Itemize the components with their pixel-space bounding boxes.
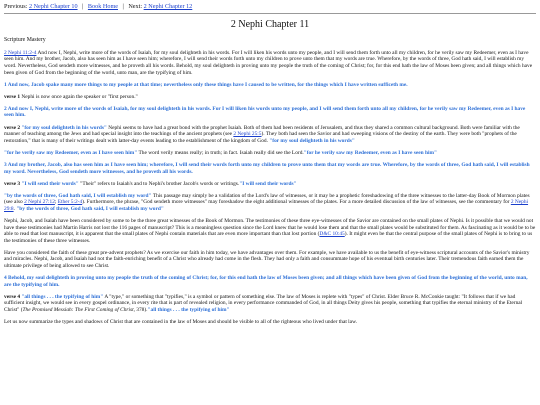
quoted-phrase: "for my soul delighteth in his words" bbox=[20, 124, 107, 131]
book-home-link[interactable]: Book Home bbox=[87, 3, 118, 10]
quoted-phrase: "for he verily saw my Redeemer, even as I have seen him" bbox=[4, 149, 138, 156]
scripture-ref-link[interactable]: D&C 10:45 bbox=[319, 231, 345, 238]
passage-text: And now I, Nephi, write more of the words of Isaiah, for my soul delighteth in his words. For I will liken his words unto my people, and I will send them forth unto all my children, for he verily saw my Redeemer, even as I have seen him. And my brother, Jacob, also has seen him as I have seen him; wherefore, I will send their words forth unto my children to prove unto them that my words are true. Wherefore, by the words of three, God hath said, I will establish my word. Nevertheless, God sendeth more witnesses, and he proveth all his words. Behold, my soul delighteth in proving unto my people the truth of the coming of Christ; for, for this end hath the law of Moses been given; and all things which have been given of God from the beginning of the world, unto man, are the typifying of him. bbox=[4, 49, 533, 76]
quoted-phrase: "by the words of three, God hath said, I will establish my word" bbox=[16, 205, 164, 212]
commentary-text: , 378). bbox=[133, 307, 148, 314]
commentary-three-witnesses bbox=[4, 193, 536, 213]
chapter-nav bbox=[4, 3, 536, 11]
commentary-faith: Have you considered the faith of these great pre-advent prophets? As we exercise our faith in him today, we have advantages over them. For example, we have available to us the benefit of eye-witness scriptural accounts of the Savior's ministry and miracles. Nephi, Jacob, and Isaiah had not the faith-enriching benefit of a Christ who already had come in the flesh. They had only a faith and consummate hope of his eventual birth centuries later. Their tremendous faith earned them the ultimate privilege of being allowed to see Christ. bbox=[4, 249, 530, 270]
quoted-phrase: "by the words of three, God hath said, I will establish my word" bbox=[4, 192, 152, 199]
quoted-phrase: "for my soul delighteth in his words" bbox=[269, 137, 355, 144]
verse-label: verse 3 bbox=[4, 180, 21, 187]
scripture-ref-link[interactable]: Ether 5:2-4 bbox=[57, 199, 83, 206]
quoted-phrase: "I will send their words" bbox=[239, 180, 297, 187]
scripture-verse-1: 1 And now, Jacob spake many more things to my people at that time; nevertheless only these things have I caused to be written, for the things which I have written sufficeth me. bbox=[4, 81, 408, 88]
nav-separator: | bbox=[122, 3, 124, 10]
verse-label: verse 4 bbox=[4, 293, 21, 300]
commentary-text: ). Furthermore, the phrase, "God sendeth more witnesses" may foreshadow the eight additional witnesses of the plates. For a more detailed discussion of the law of witnesses, see the commentary for bbox=[82, 199, 511, 206]
quoted-phrase: "I will send their words" bbox=[20, 180, 79, 187]
scripture-verse-2: 2 And now I, Nephi, write more of the words of Isaiah, for my soul delighteth in his words. For I will liken his words unto my people, and I will send them forth unto all my children, for he verily saw my Redeemer, even as I have seen him. bbox=[4, 105, 526, 119]
verse-label: verse 2 bbox=[4, 124, 21, 131]
commentary-verse-2 bbox=[4, 125, 536, 145]
commentary-text: ). It might even be that the central purpose of the small plates of Nephi is to bring to us the testimonies of these three witnesses. bbox=[4, 231, 533, 244]
next-chapter-link[interactable]: 2 Nephi Chapter 12 bbox=[143, 3, 193, 10]
nav-separator: | bbox=[82, 3, 84, 10]
scripture-ref-link[interactable]: 2 Nephi 27:12 bbox=[24, 199, 55, 206]
commentary-text: The word verily means really; in truth; in fact. Isaiah really did see the Lord. bbox=[137, 149, 304, 156]
commentary-great-witnesses bbox=[4, 218, 536, 244]
commentary-summary: Let us now summarize the types and shadows of Christ that are contained in the law of Moses and should be visible to all of the righteous who lived under that law. bbox=[4, 319, 357, 326]
previous-chapter-link[interactable]: 2 Nephi Chapter 10 bbox=[28, 3, 78, 10]
commentary-text: Nephi seems to have had a great bond with the prophet Isaiah. Both of them had been residents of Jerusalem, and thus they shared a common cultural background. Both were familiar with the manner of teaching among the Jews and had special insight into the teachings of the ancient prophets (see bbox=[4, 124, 520, 138]
commentary-redeemer bbox=[4, 150, 536, 157]
header-divider bbox=[4, 13, 536, 14]
commentary-text: This passage may simply be a validation of the Lord's law of witnesses, or it may be a prophetic foreshadowing of the three witnesses to the latter-day Book of Mormon plates (see also bbox=[4, 192, 530, 206]
scripture-ref-link[interactable]: 2 Nephi 29:8 bbox=[4, 199, 529, 212]
page-title: 2 Nephi Chapter 11 bbox=[230, 18, 310, 30]
commentary-text: . bbox=[13, 205, 15, 212]
commentary-verse-3 bbox=[4, 181, 536, 188]
scripture-verse-3: 3 And my brother, Jacob, also has seen him as I have seen him; wherefore, I will send their words forth unto my children to prove unto them that my words are true. Wherefore, by the words of three, God hath said, I will establish my word. Nevertheless, God sendeth more witnesses, and he proveth all his words. bbox=[4, 161, 530, 175]
previous-label: Previous: bbox=[4, 3, 28, 10]
commentary-verse-4 bbox=[4, 294, 536, 314]
commentary-verse-1 bbox=[4, 94, 536, 101]
quoted-phrase: "for he verily saw my Redeemer, even as I have seen him" bbox=[303, 149, 438, 156]
next-label: Next: bbox=[128, 3, 143, 10]
commentary-text: "Their" refers to Isaiah's and to Nephi's brother Jacob's words or writings. bbox=[78, 180, 240, 187]
ref-separator: ; bbox=[54, 199, 58, 206]
quoted-phrase: "all things . . . the typifying of him" bbox=[20, 293, 104, 300]
section-subtitle: Scripture Mastery bbox=[4, 36, 46, 43]
commentary-text: A "type," or something that "typifies," is a symbol or pattern of something else. The law of Moses is replete with "types" of Christ. Elder Bruce R. McConkie taught: "It follows that if we had sufficient insight, we would see in every gospel ordinance, in every rite that is part of revealed religion, in every performance commanded of God, in all things Deity gives his people, something that typifies the eternal ministry of the Eternal Christ" ( bbox=[4, 293, 523, 314]
book-title: The Promised Messiah: The First Coming of Christ bbox=[22, 307, 134, 314]
scripture-verse-4: 4 Behold, my soul delighteth in proving unto my people the truth of the coming of Christ; for, for this end hath the law of Moses been given; and all things which have been given of God from the beginning of the world, unto man, are the typifying of him. bbox=[4, 275, 528, 288]
commentary-text: Nephi is now once again the speaker or "first person." bbox=[20, 93, 138, 100]
scripture-ref-link[interactable]: 2 Nephi 25:5 bbox=[233, 131, 262, 138]
verse-label: verse 1 bbox=[4, 93, 21, 100]
commentary-text: Nephi, Jacob, and Isaiah have been considered by some to be the three great witnesses of the Book of Mormon. The testimonies of these three eye-witnesses of the Savior are contained on the small plates of Nephi. Is it possible that we would not have these testimonies had Martin Harris not lost the 116 pages of manuscript? This is a meaningless question since the Lord knew that he would lose them and that the small plates would be substituted for them. As fascinating as it would be to be able to read that lost manuscript, it is apparent that the small plates of Nephi contain materials that are even more important than that lost portion ( bbox=[4, 218, 536, 238]
commentary-text: ). They both had seen the Savior and had sweeping visions of the destiny of the earth. They were both "prophets of the restoration," that is many of their writings dealt with latter-day events leading to the establishment of the kingdom of God. bbox=[4, 131, 517, 144]
scripture-mastery-passage bbox=[4, 50, 536, 76]
scripture-ref-link[interactable]: 2 Nephi 11:2-4 bbox=[4, 49, 37, 56]
quoted-phrase: "all things . . . the typifying of him" bbox=[147, 307, 230, 314]
